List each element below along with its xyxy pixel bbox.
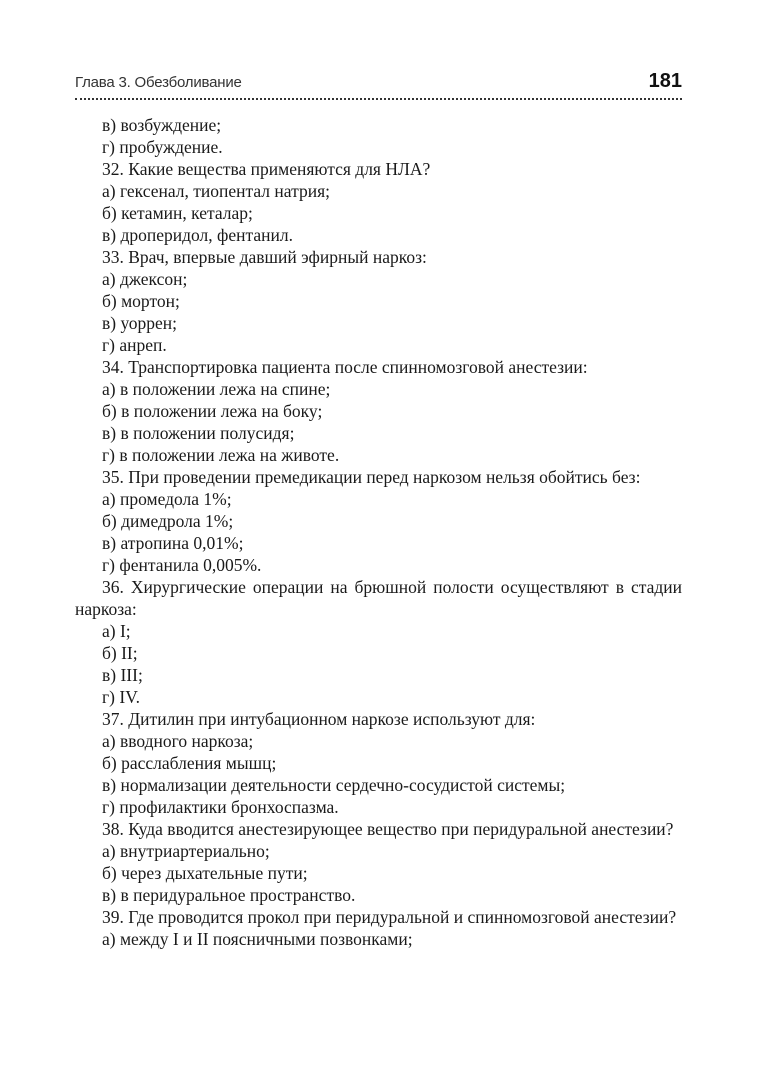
answer-option: г) пробуждение. — [102, 137, 223, 157]
running-header — [75, 70, 682, 100]
answer-option: б) расслабления мышц; — [102, 753, 277, 773]
answer-option: в) возбуждение; — [102, 115, 222, 135]
question-33: 33. Врач, впервые давший эфирный наркоз: — [102, 247, 427, 267]
answer-option: а) джексон; — [102, 269, 188, 289]
question-34: 34. Транспортировка пациента после спинномозговой анестезии: — [102, 357, 588, 377]
question-36: 36. Хирургические операции на брюшной полости осуществляют в стадии наркоза: — [75, 577, 682, 619]
chapter-title: Глава 3. Обезболивание — [75, 74, 242, 91]
answer-option: в) уоррен; — [102, 313, 178, 333]
answer-option: а) I; — [102, 621, 131, 641]
page-body — [75, 114, 682, 950]
answer-option: а) в положении лежа на спине; — [102, 379, 331, 399]
question-38: 38. Куда вводится анестезирующее вещество при перидуральной анестезии? — [102, 819, 674, 839]
answer-option: г) анреп. — [102, 335, 167, 355]
answer-option: б) II; — [102, 643, 138, 663]
question-35: 35. При проведении премедикации перед наркозом нельзя обойтись без: — [102, 467, 641, 487]
answer-option: г) фентанила 0,005%. — [102, 555, 262, 575]
answer-option: а) промедола 1%; — [102, 489, 232, 509]
question-37: 37. Дитилин при интубационном наркозе используют для: — [102, 709, 536, 729]
answer-option: б) мортон; — [102, 291, 180, 311]
answer-option: б) димедрола 1%; — [102, 511, 234, 531]
answer-option: в) в перидуральное пространство. — [102, 885, 356, 905]
answer-option: в) в положении полусидя; — [102, 423, 295, 443]
page-number: 181 — [648, 70, 682, 92]
answer-option: б) в положении лежа на боку; — [102, 401, 323, 421]
answer-option: г) IV. — [102, 687, 140, 707]
question-39: 39. Где проводится прокол при перидуральной и спинномозговой анестезии? — [102, 907, 677, 927]
answer-option: а) между I и II поясничными позвонками; — [102, 929, 413, 949]
answer-option: в) атропина 0,01%; — [102, 533, 244, 553]
answer-option: в) III; — [102, 665, 143, 685]
answer-option: а) вводного наркоза; — [102, 731, 254, 751]
answer-option: г) в положении лежа на животе. — [102, 445, 340, 465]
question-32: 32. Какие вещества применяются для НЛА? — [102, 159, 431, 179]
answer-option: в) нормализации деятельности сердечно-сосудистой системы; — [102, 775, 566, 795]
answer-option: б) кетамин, кеталар; — [102, 203, 253, 223]
answer-option: а) внутриартериально; — [102, 841, 270, 861]
answer-option: а) гексенал, тиопентал натрия; — [102, 181, 330, 201]
answer-option: в) дроперидол, фентанил. — [102, 225, 293, 245]
answer-option: б) через дыхательные пути; — [102, 863, 308, 883]
answer-option: г) профилактики бронхоспазма. — [102, 797, 339, 817]
